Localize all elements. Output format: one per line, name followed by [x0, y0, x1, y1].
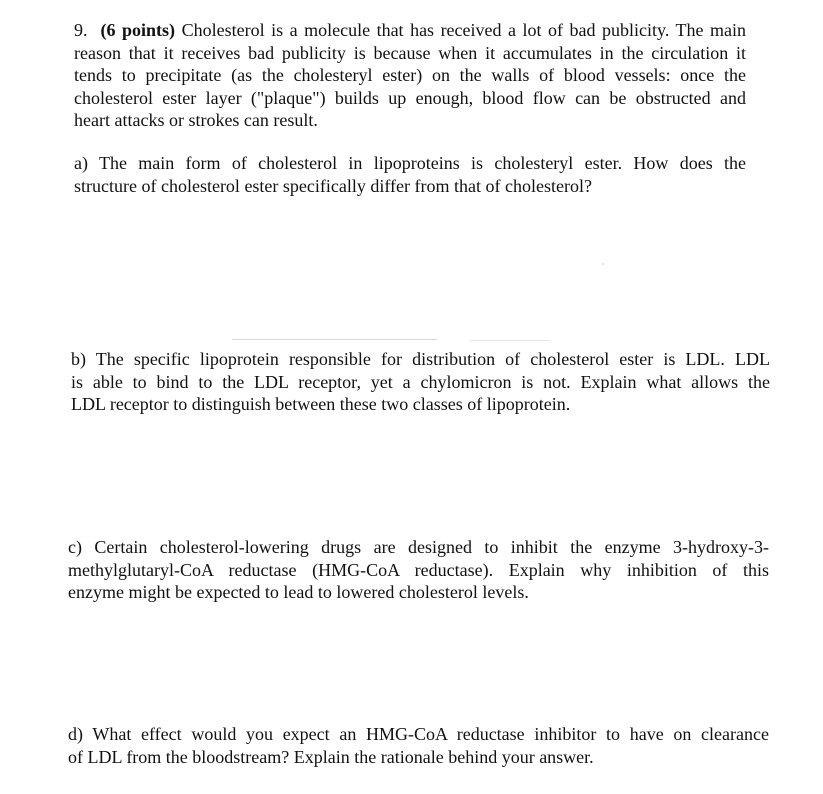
intro-line-1 [74, 19, 746, 42]
question-number: 9. [74, 20, 88, 40]
scan-artifact-line [470, 340, 550, 341]
part-b-line-3: LDL receptor to distinguish between these two classes of lipoprotein. [71, 394, 571, 414]
part-a-line-1: a) The main form of cholesterol in lipoproteins is cholesteryl ester. How does the [74, 153, 746, 173]
part-a-line-2: structure of cholesterol ester specifically differ from that of cholesterol? [74, 175, 592, 196]
intro-line-2: reason that it receives bad publicity is because when it accumulates in the circulation it [74, 42, 746, 63]
part-c [68, 536, 769, 604]
scan-artifact-line [232, 339, 437, 340]
part-a [74, 152, 746, 197]
scan-artifact-dot [602, 263, 604, 265]
part-d [68, 723, 769, 768]
intro-line-3: tends to precipitate (as the cholesteryl ester) on the walls of blood vessels: once the [74, 65, 746, 85]
part-d-line-2: of LDL from the bloodstream? Explain the rationale behind your answer. [68, 746, 594, 767]
question-9-intro [74, 19, 746, 132]
question-points: (6 points) [100, 20, 176, 40]
part-b-line-1: b) The specific lipoprotein responsible for distribution of cholesterol ester is LDL. LDL [71, 349, 770, 369]
intro-line-5: heart attacks or strokes can result. [74, 110, 318, 130]
part-c-line-3: enzyme might be expected to lead to lowered cholesterol levels. [68, 582, 529, 602]
part-b [71, 348, 770, 416]
part-d-line-1: d) What effect would you expect an HMG-CoA reductase inhibitor to have on clearance [68, 724, 769, 744]
intro-line-1-text: Cholesterol is a molecule that has received a lot of bad publicity. The main [181, 20, 747, 40]
part-c-line-1: c) Certain cholesterol-lowering drugs are designed to inhibit the enzyme 3-hydroxy-3- [68, 537, 769, 557]
intro-line-4: cholesterol ester layer ("plaque") builds up enough, blood flow can be obstructed and [74, 87, 746, 108]
part-b-line-2: is able to bind to the LDL receptor, yet a chylomicron is not. Explain what allows the [71, 371, 770, 392]
part-c-line-2: methylglutaryl-CoA reductase (HMG-CoA reductase). Explain why inhibition of this [68, 559, 769, 580]
